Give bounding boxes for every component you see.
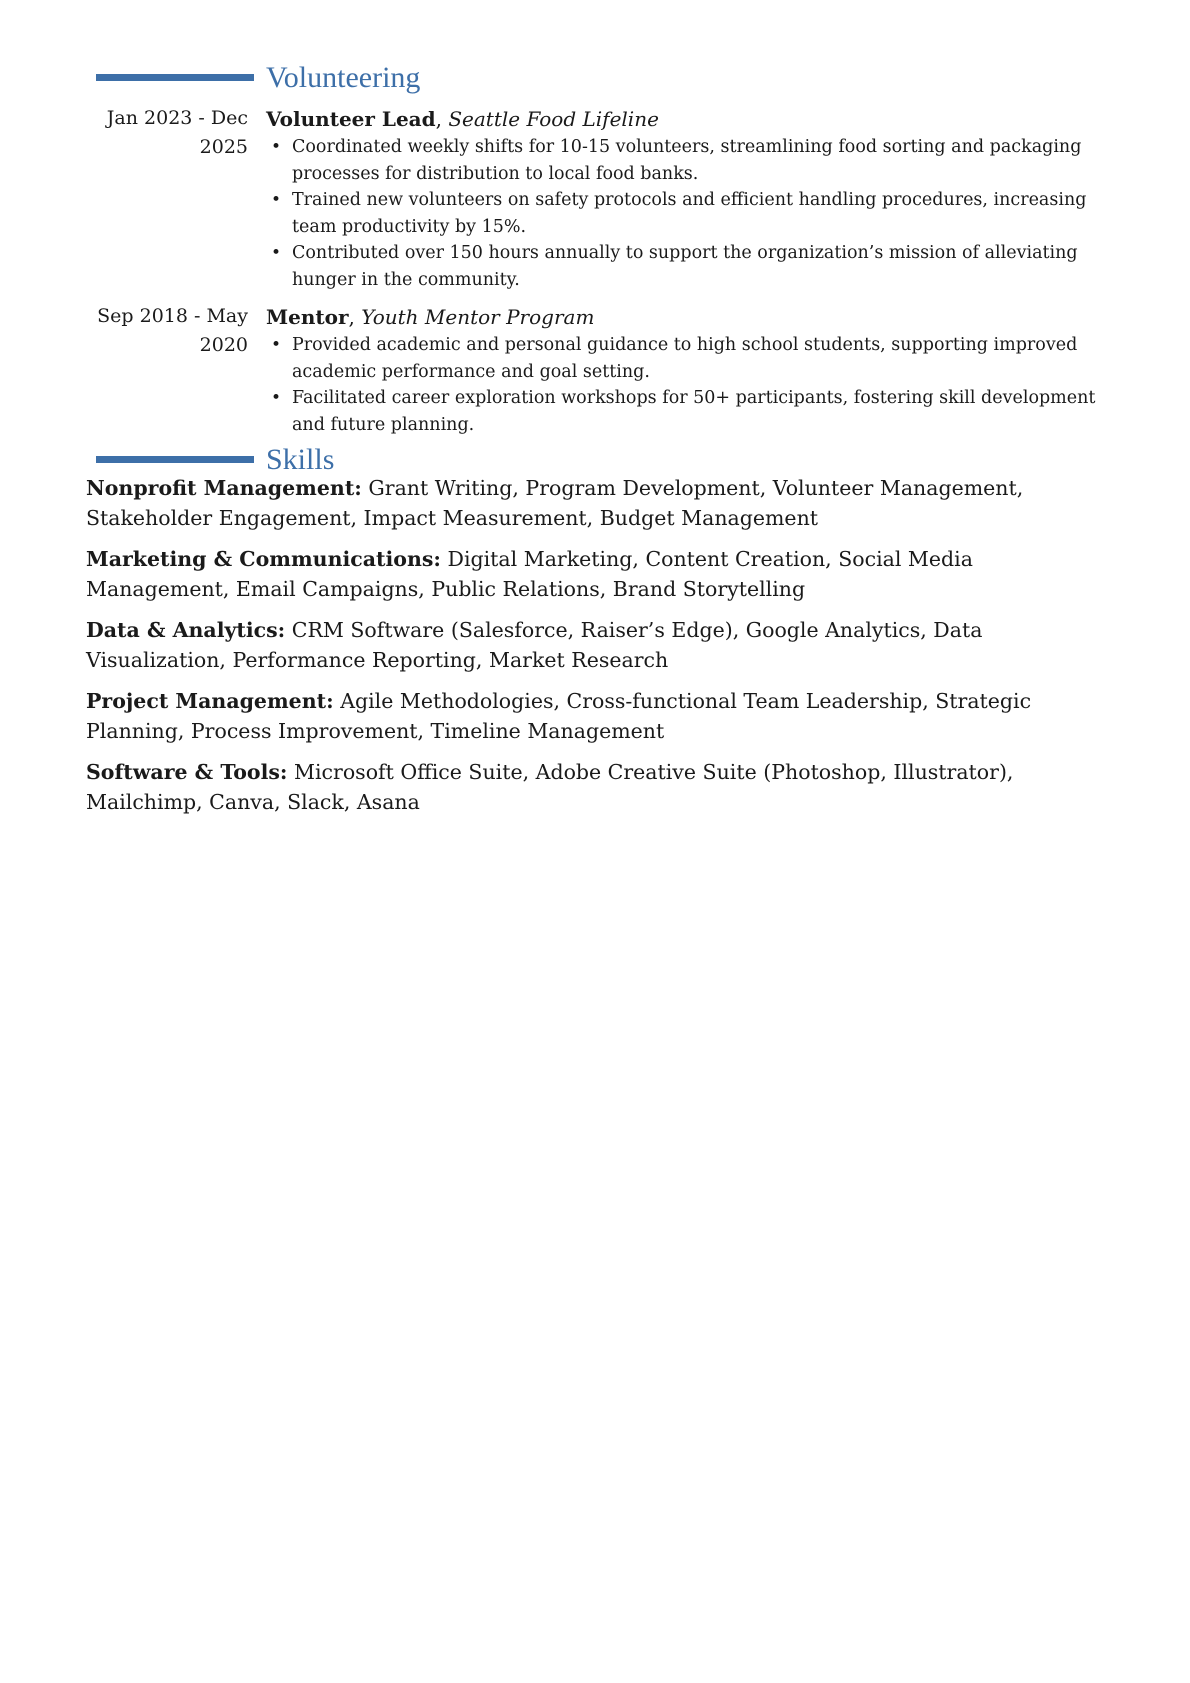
bullet-text: Coordinated weekly shifts for 10-15 volunteers, streamlining food sorting and packaging processes for distribution to local food banks. [292,137,1082,184]
bullet-item [266,332,1106,385]
skills-title: Skills [266,443,335,476]
bullet-dot-icon: • [271,388,282,408]
skill-category: Software & Tools: [86,760,288,784]
entry-bullet-list [266,332,1106,438]
entry-bullet-list [266,134,1106,293]
bullet-dot-icon: • [271,190,282,210]
skill-items: Digital Marketing, Content Creation, Social Media Management, Email Campaigns, Public Relations, Brand Storytelling [86,547,973,601]
bullet-text: Trained new volunteers on safety protocols and efficient handling procedures, increasing team productivity by 15%. [292,190,1087,237]
skill-category: Data & Analytics: [86,618,286,642]
section-accent-bar [96,74,254,81]
skill-items: Agile Methodologies, Cross-functional Team Leadership, Strategic Planning, Process Improvement, Timeline Management [86,689,1032,743]
skill-row [86,687,1108,746]
skill-row [86,545,1108,604]
volunteering-title: Volunteering [266,61,421,94]
entry-role: Volunteer Lead [266,107,436,131]
bullet-text: Provided academic and personal guidance to high school students, supporting improved academic performance and goal setting. [292,335,1078,382]
skill-items: Grant Writing, Program Development, Volunteer Management, Stakeholder Engagement, Impact Measurement, Budget Management [86,476,1024,530]
bullet-text: Contributed over 150 hours annually to support the organization’s mission of alleviating hunger in the community. [292,243,1078,290]
bullet-item [266,240,1106,293]
bullet-dot-icon: • [271,137,282,157]
entry-organization: Youth Mentor Program [361,305,595,329]
skill-category: Project Management: [86,689,334,713]
skills-list [86,474,1108,829]
bullet-item [266,187,1106,240]
bullet-item [266,134,1106,187]
skill-category: Nonprofit Management: [86,476,362,500]
entry-organization: Seattle Food Lifeline [448,107,659,131]
skill-row [86,474,1108,533]
entry-role: Mentor [266,305,349,329]
entry-body [266,302,1106,438]
bullet-dot-icon: • [271,243,282,263]
bullet-item [266,385,1106,438]
bullet-dot-icon: • [271,335,282,355]
entry-date: Jan 2023 - Dec 2025 [106,107,248,158]
skill-items: Microsoft Office Suite, Adobe Creative Suite (Photoshop, Illustrator), Mailchimp, Canva, Slack, Asana [86,760,1014,814]
entry-heading: Mentor, Youth Mentor Program [266,305,595,329]
skill-row [86,758,1108,817]
bullet-text: Facilitated career exploration workshops for 50+ participants, fostering skill development and future planning. [292,388,1096,435]
entry-date: Sep 2018 - May 2020 [97,305,248,356]
skill-row [86,616,1108,675]
section-accent-bar [96,456,254,463]
entry-heading: Volunteer Lead, Seattle Food Lifeline [266,107,659,131]
skill-category: Marketing & Communications: [86,547,441,571]
skill-items: CRM Software (Salesforce, Raiser’s Edge), Google Analytics, Data Visualization, Performance Reporting, Market Research [86,618,983,672]
volunteering-section-header [96,60,1096,100]
entry-body [266,104,1106,293]
